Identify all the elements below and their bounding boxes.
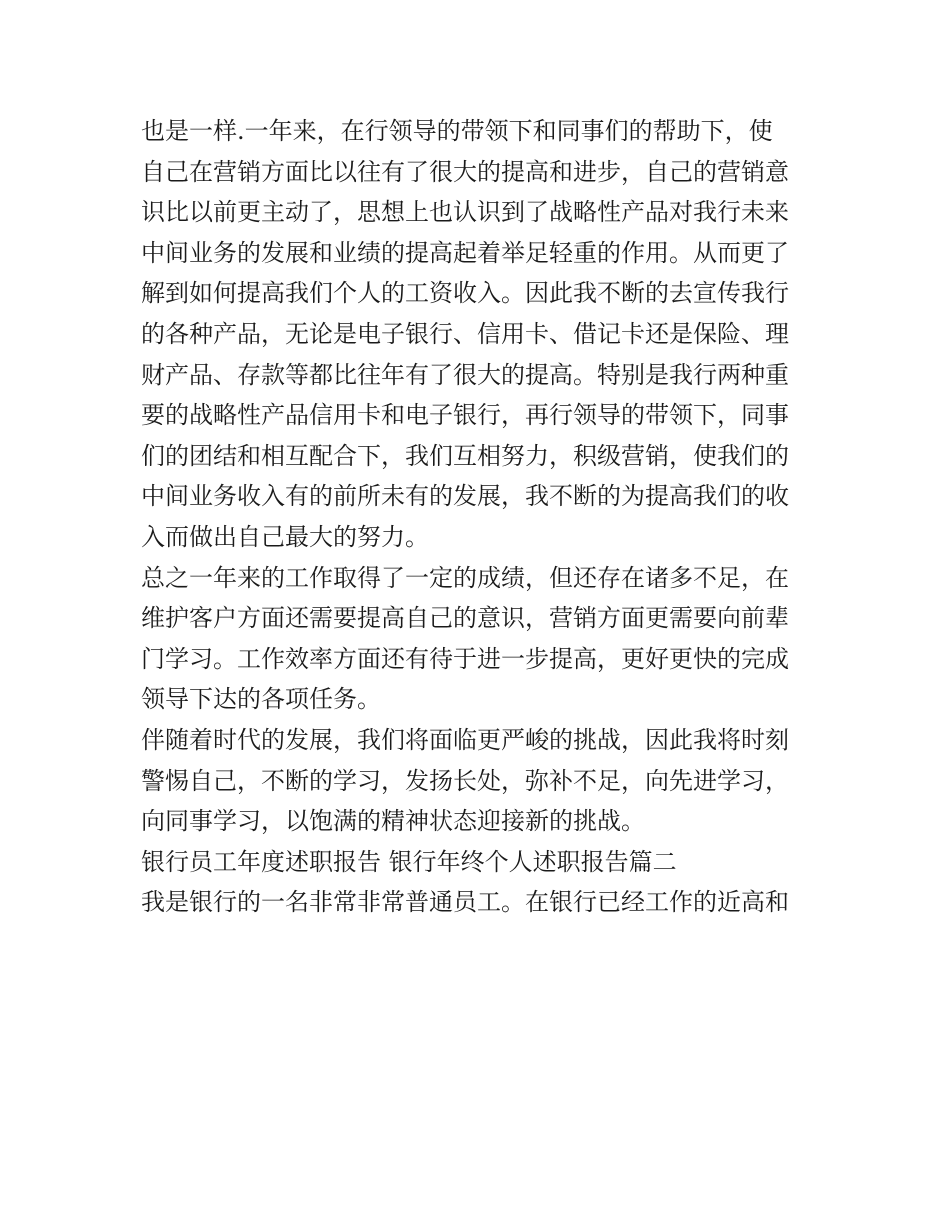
- text-line: 要的战略性产品信用卡和电子银行，再行领导的带领下，同事: [141, 401, 789, 430]
- text-line: 我是银行的一名非常非常普通员工。在银行已经工作的近高和: [141, 888, 789, 917]
- text-line: 解到如何提高我们个人的工资收入。因此我不断的去宣传我行: [141, 279, 789, 308]
- text-line: 向同事学习，以饱满的精神状态迎接新的挑战。: [141, 807, 645, 836]
- document-body: [141, 111, 816, 923]
- text-line: 也是一样.一年来，在行领导的带领下和同事们的帮助下，使: [141, 117, 773, 145]
- text-line: 总之一年来的工作取得了一定的成绩，但还存在诸多不足，在: [141, 563, 789, 592]
- text-line: 入而做出自己最大的努力。: [141, 522, 429, 551]
- text-line: 中间业务的发展和业绩的提高起着举足轻重的作用。从而更了: [141, 238, 789, 267]
- text-line: 警惕自己，不断的学习，发扬长处，弥补不足，向先进学习，: [141, 766, 789, 795]
- text-line: 识比以前更主动了，思想上也认识到了战略性产品对我行未来: [141, 198, 789, 227]
- text-line: 的各种产品，无论是电子银行、信用卡、借记卡还是保险、理: [141, 319, 789, 348]
- text-line: 自己在营销方面比以往有了很大的提高和进步，自己的营销意: [141, 157, 789, 186]
- text-line: 中间业务收入有的前所未有的发展，我不断的为提高我们的收: [141, 482, 789, 511]
- section-heading: 银行员工年度述职报告 银行年终个人述职报告篇二: [141, 847, 677, 876]
- text-line: 维护客户方面还需要提高自己的意识，营销方面更需要向前辈: [141, 604, 789, 633]
- text-line: 们的团结和相互配合下，我们互相努力，积级营销，使我们的: [141, 441, 789, 470]
- text-line: 财产品、存款等都比往年有了很大的提高。特别是我行两种重: [141, 360, 789, 389]
- text-line: 门学习。工作效率方面还有待于进一步提高，更好更快的完成: [141, 644, 789, 673]
- text-line: 领导下达的各项任务。: [141, 685, 381, 714]
- text-line: 伴随着时代的发展，我们将面临更严峻的挑战，因此我将时刻: [141, 725, 789, 754]
